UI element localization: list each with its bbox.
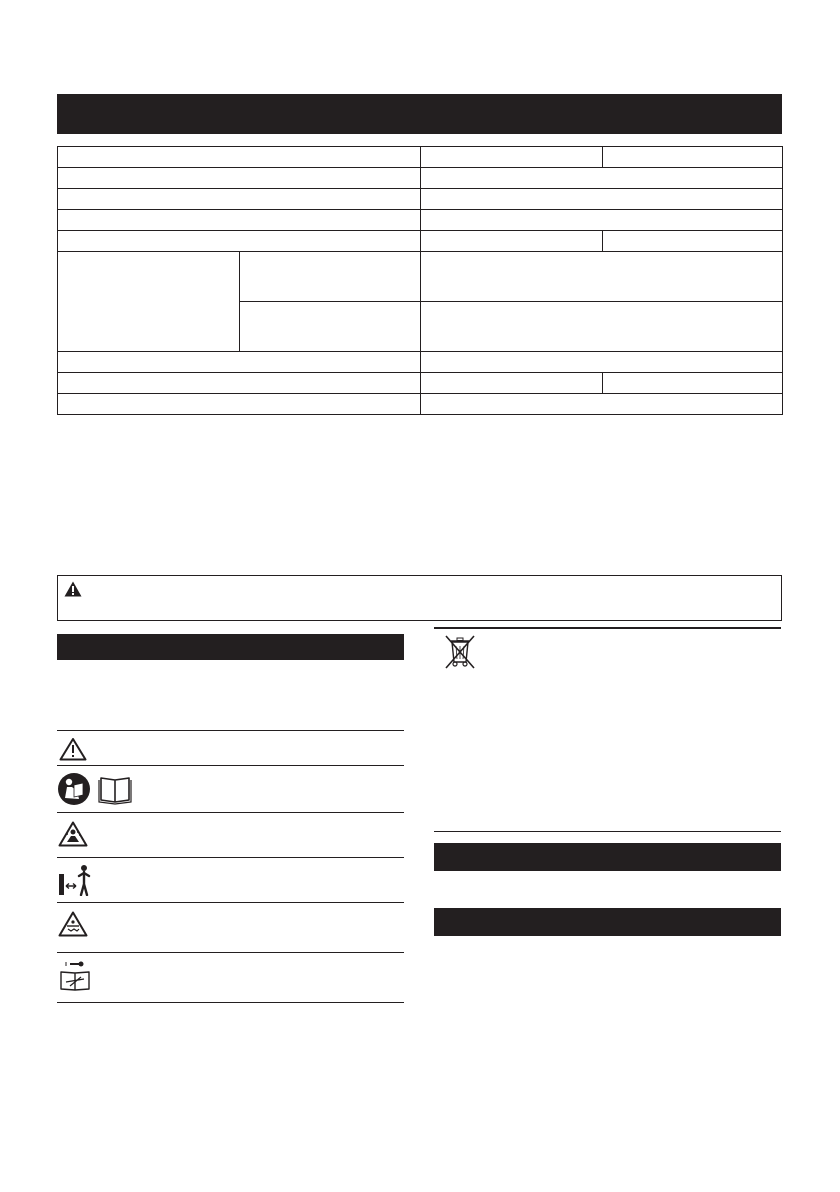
right-section-text [434,876,781,902]
table-row [58,147,783,168]
divider [434,831,781,832]
table-cell-value [421,168,783,189]
table-cell-value [421,373,603,394]
table-cell-value [421,147,603,168]
divider [57,857,404,858]
warning-triangle-icon [64,581,82,597]
flying-debris-warning-icon [58,821,88,847]
crossed-wheelie-bin-icon [440,632,480,672]
cutting-hazard-warning-icon [58,911,88,937]
table-cell-label [58,394,421,415]
table-cell-value [421,231,603,252]
symbol-item [57,821,404,851]
table-cell-value [603,373,783,394]
table-cell-sub-label [240,302,421,352]
table-cell-label [58,352,421,373]
specification-table [57,146,783,415]
table-cell-value [421,352,783,373]
right-section-text [434,942,781,1022]
table-cell-value [421,394,783,415]
divider [57,1002,404,1003]
table-cell-value [421,189,783,210]
disposal-text [486,636,781,822]
table-cell-label [58,231,421,252]
table-row [58,189,783,210]
table-cell-label [58,373,421,394]
table-row [58,210,783,231]
divider [57,812,404,813]
symbols-section-header [57,634,404,660]
right-section-header [434,843,781,871]
table-cell-value [421,252,783,302]
symbol-item [57,737,404,763]
keep-distance-icon [57,864,93,896]
specification-notes [57,436,782,556]
table-row [58,168,783,189]
table-row [58,352,783,373]
table-cell-group-label [58,252,240,352]
divider [57,952,404,953]
symbol-item [57,911,404,945]
table-cell-value [603,147,783,168]
table-row [58,394,783,415]
symbol-item [57,772,404,808]
general-warning-icon [59,737,87,761]
right-section-header [434,908,781,936]
table-cell-label [58,168,421,189]
table-cell-value [421,302,783,352]
table-row [58,231,783,252]
symbol-item [57,864,404,898]
read-manual-icon [57,772,137,806]
warning-box [57,575,782,621]
table-row [58,373,783,394]
symbol-item [57,960,404,996]
divider [57,730,404,731]
table-cell-sub-label [240,252,421,302]
table-cell-value [421,210,783,231]
divider [57,765,404,766]
table-row [58,252,783,302]
header-bar [57,94,782,134]
divider [57,902,404,903]
divider [434,627,781,629]
table-cell-label [58,147,421,168]
table-cell-value [603,231,783,252]
table-cell-label [58,210,421,231]
remove-key-manual-icon [59,960,93,992]
symbols-intro [57,668,404,724]
table-cell-label [58,189,421,210]
